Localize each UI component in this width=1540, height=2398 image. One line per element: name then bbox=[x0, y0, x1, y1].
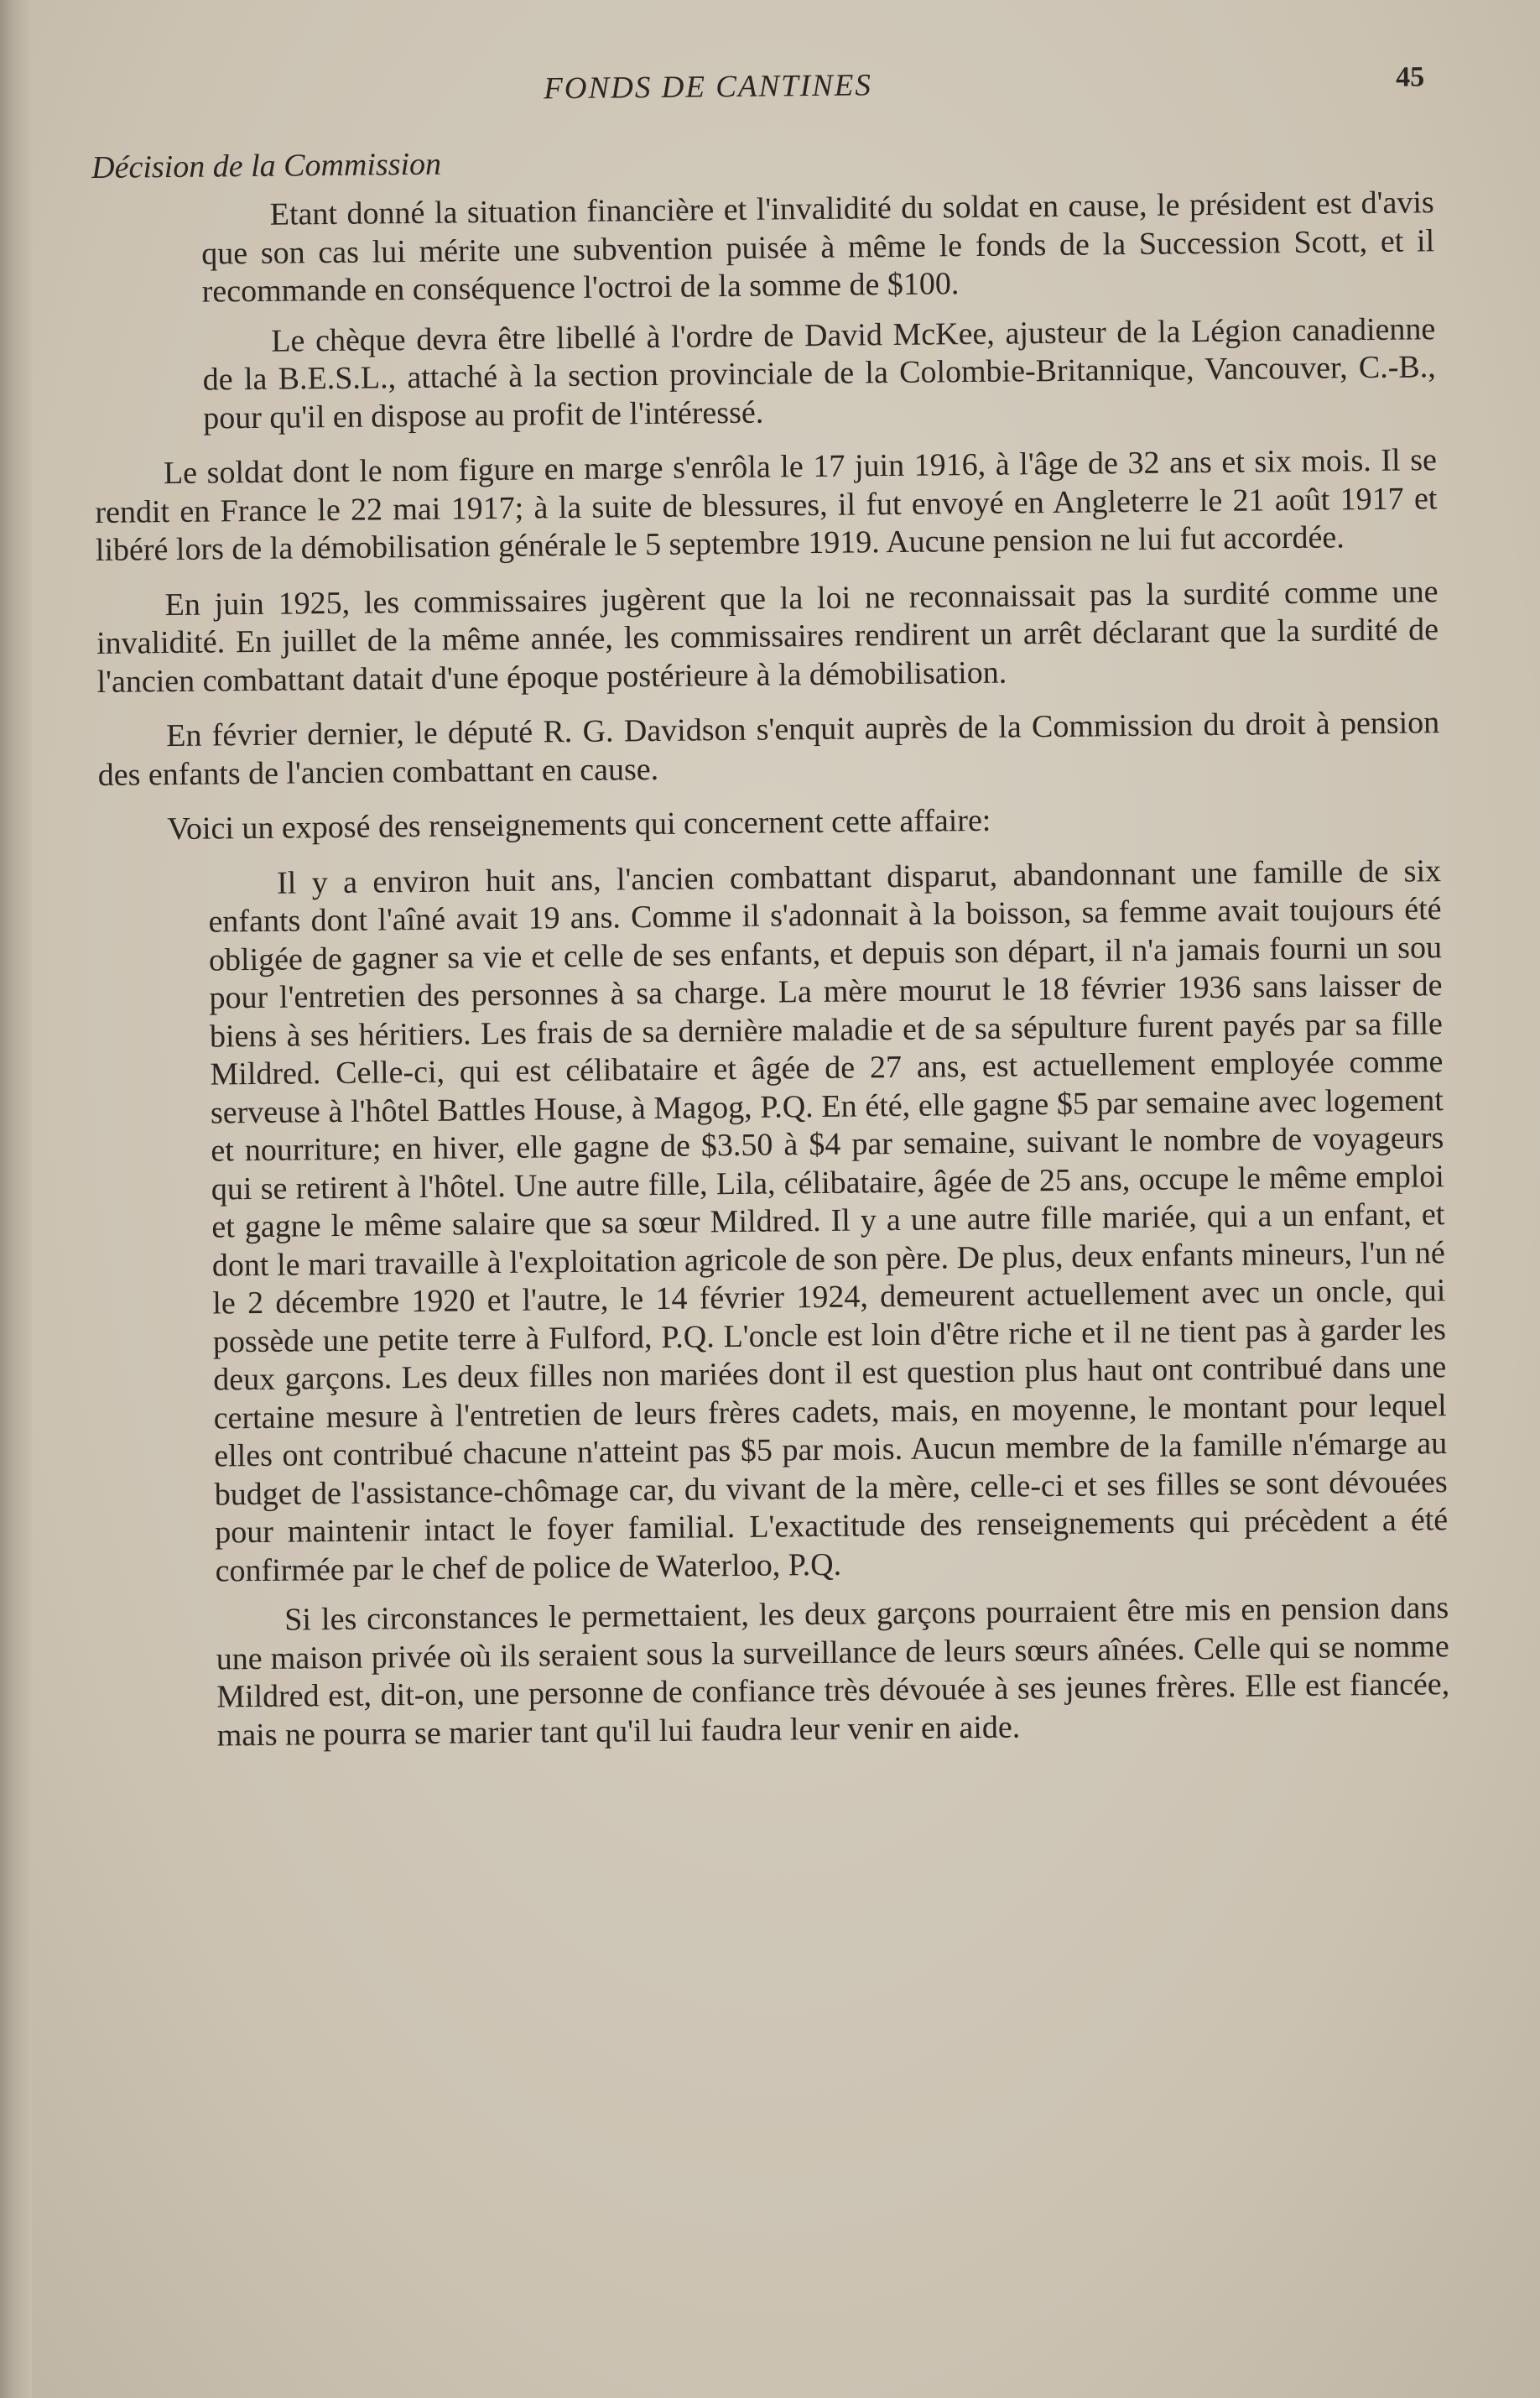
statement-paragraph: Si les circonstances le permettaient, les deux garçons pourraient être mis en pension dans une maison privée où ils seraient sous la surveillance de leurs sœurs aînées. Celle qui se nomme Mildred est, dit-on, une personne de confiance très dévouée à ses jeunes frères. Elle est fiancée, mais ne pourra se marier tant qu'il lui faudra leur venir en aide. bbox=[216, 1590, 1450, 1754]
page-number: 45 bbox=[1395, 61, 1425, 93]
statement-paragraph: Il y a environ huit ans, l'ancien combattant disparut, abandonnant une famille de six enfants dont l'aîné avait 19 ans. Comme il s'adonnait à la boisson, sa femme avait toujours été obligée de gagner sa vie et celle de ses enfants, et depuis son départ, il n'a jamais fourni un sou pour l'entretien des personnes à sa charge. La mère mourut le 18 février 1936 sans laisser de biens à ses héritiers. Les frais de sa dernière maladie et de sa sépulture furent payés par sa fille Mildred. Celle-ci, qui est célibataire et âgée de 27 ans, est actuellement employée comme serveuse à l'hôtel Battles House, à Magog, P.Q. En été, elle gagne $5 par semaine avec logement et nourriture; en hiver, elle gagne de $3.50 à $4 par semaine, suivant le nombre de voyageurs qui se retirent à l'hôtel. Une autre fille, Lila, célibataire, âgée de 25 ans, occupe le même emploi et gagne le même salaire que sa sœur Mildred. Il y a une autre fille mariée, qui a un enfant, et dont le mari travaille à l'exploitation agricole de son père. De plus, deux enfants mineurs, l'un né le 2 décembre 1920 et l'autre, le 14 février 1924, demeurent actuellement avec un oncle, qui possède une petite terre à Fulford, P.Q. L'oncle est loin d'être riche et il ne tient pas à garder les deux garçons. Les deux filles non mariées dont il est question plus haut ont contribué dans une certaine mesure à l'entretien de leurs frères cadets, mais, en moyenne, le montant pour lequel elles ont contribué chacune n'atteint pas $5 par mois. Aucun membre de la famille n'émarge au budget de l'assistance-chômage car, du vivant de la mère, celle-ci et ses filles se sont dévouées pour maintenir intact le foyer familial. L'exactitude des renseignements qui précèdent a été confirmée par le chef de police de Waterloo, P.Q. bbox=[208, 852, 1449, 1589]
section-heading: Décision de la Commission bbox=[91, 146, 442, 185]
body-paragraph: Voici un exposé des renseignements qui concernent cette affaire: bbox=[167, 802, 991, 847]
running-head bbox=[91, 61, 1433, 126]
statement-block bbox=[99, 852, 1450, 1756]
body-paragraph: En juin 1925, les commissaires jugèrent que la loi ne reconnaissait pas la surdité comme une invalidité. En juillet de la même année, les commissaires rendirent un arrêt déclarant que la surdité de l'ancien combattant datait d'une époque postérieure à la démobilisation. bbox=[96, 573, 1439, 700]
page-binding-edge bbox=[0, 0, 32, 2398]
page-content bbox=[91, 61, 1450, 1756]
decision-paragraph: Le chèque devra être libellé à l'ordre de David McKee, ajusteur de la Légion canadienne de la B.E.S.L., attaché à la section provinciale de la Colombie-Britannique, Vancouver, C.-B., pour qu'il en dispose au profit de l'intéressé. bbox=[202, 310, 1436, 436]
body-paragraph: Le soldat dont le nom figure en marge s'enrôla le 17 juin 1916, à l'âge de 32 ans et six mois. Il se rendit en France le 22 mai 1917; à la suite de blessures, il fut envoyé en Angleterre le 21 août 1917 et libéré lors de la démobilisation générale le 5 septembre 1919. Aucune pension ne lui fut accordée. bbox=[95, 442, 1438, 568]
body-paragraph: En février dernier, le député R. G. Davidson s'enquit auprès de la Commission du droit à pension des enfants de l'ancien combattant en cause. bbox=[97, 705, 1440, 793]
decision-paragraph: Etant donné la situation financière et l'invalidité du soldat en cause, le président est d'avis que son cas lui mérite une subvention puisée à même le fonds de la Succession Scott, et il recommande en conséquence l'octroi de la somme de $100. bbox=[201, 185, 1435, 310]
decision-block bbox=[92, 184, 1437, 439]
running-title: FONDS DE CANTINES bbox=[543, 68, 873, 107]
body-block bbox=[95, 441, 1441, 849]
